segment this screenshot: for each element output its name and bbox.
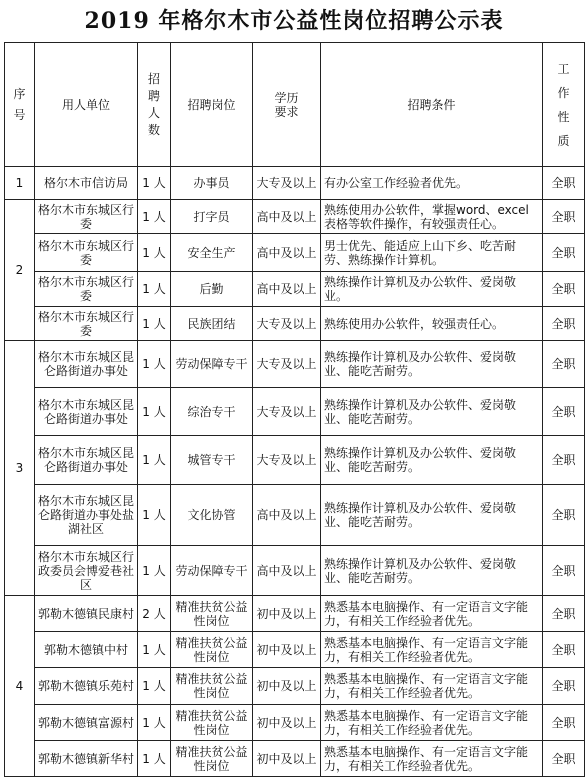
post-cell: 办事员 bbox=[171, 167, 253, 200]
unit-cell: 格尔木市东城区行委 bbox=[35, 272, 138, 307]
table-row bbox=[5, 668, 585, 705]
condition-cell: 熟练使用办公软件，掌握word、excel表格等软件操作，有较强责任心。 bbox=[321, 200, 543, 234]
post-cell: 精准扶贫公益性岗位 bbox=[171, 632, 253, 668]
nature-cell: 全职 bbox=[543, 341, 585, 388]
edu-cell: 大专及以上 bbox=[253, 167, 321, 200]
post-cell: 精准扶贫公益性岗位 bbox=[171, 596, 253, 632]
post-cell: 精准扶贫公益性岗位 bbox=[171, 705, 253, 741]
nature-cell: 全职 bbox=[543, 632, 585, 668]
table-row bbox=[5, 485, 585, 546]
count-cell: 1 人 bbox=[138, 388, 171, 436]
post-cell: 精准扶贫公益性岗位 bbox=[171, 741, 253, 777]
count-cell: 2 人 bbox=[138, 596, 171, 632]
edu-cell: 高中及以上 bbox=[253, 234, 321, 272]
post-cell: 民族团结 bbox=[171, 307, 253, 341]
nature-cell: 全职 bbox=[543, 596, 585, 632]
header-unit: 用人单位 bbox=[35, 43, 138, 167]
unit-cell: 格尔木市东城区行委 bbox=[35, 234, 138, 272]
edu-cell: 初中及以上 bbox=[253, 741, 321, 777]
condition-cell: 熟悉基本电脑操作、有一定语言文字能力，有相关工作经验者优先。 bbox=[321, 741, 543, 777]
edu-cell: 大专及以上 bbox=[253, 388, 321, 436]
unit-cell: 格尔木市信访局 bbox=[35, 167, 138, 200]
nature-cell: 全职 bbox=[543, 668, 585, 705]
condition-cell: 熟练操作计算机及办公软件、爱岗敬业、能吃苦耐劳。 bbox=[321, 485, 543, 546]
table-row bbox=[5, 388, 585, 436]
edu-cell: 大专及以上 bbox=[253, 436, 321, 485]
count-cell: 1 人 bbox=[138, 167, 171, 200]
unit-cell: 格尔木市东城区行政委员会博爱巷社区 bbox=[35, 546, 138, 596]
post-cell: 精准扶贫公益性岗位 bbox=[171, 668, 253, 705]
nature-cell: 全职 bbox=[543, 167, 585, 200]
post-cell: 综治专干 bbox=[171, 388, 253, 436]
table-row bbox=[5, 341, 585, 388]
recruitment-table bbox=[4, 42, 585, 777]
table-row bbox=[5, 234, 585, 272]
condition-cell: 有办公室工作经验者优先。 bbox=[321, 167, 543, 200]
condition-cell: 熟悉基本电脑操作、有一定语言文字能力，有相关工作经验者优先。 bbox=[321, 632, 543, 668]
table-row bbox=[5, 167, 585, 200]
header-post: 招聘岗位 bbox=[171, 43, 253, 167]
unit-cell: 格尔木市东城区昆仑路街道办事处 bbox=[35, 388, 138, 436]
table-row bbox=[5, 596, 585, 632]
edu-cell: 大专及以上 bbox=[253, 307, 321, 341]
post-cell: 后勤 bbox=[171, 272, 253, 307]
condition-cell: 熟练操作计算机及办公软件、爱岗敬业、能吃苦耐劳。 bbox=[321, 341, 543, 388]
edu-cell: 初中及以上 bbox=[253, 596, 321, 632]
post-cell: 打字员 bbox=[171, 200, 253, 234]
count-cell: 1 人 bbox=[138, 200, 171, 234]
unit-cell: 郭勒木德镇乐苑村 bbox=[35, 668, 138, 705]
nature-cell: 全职 bbox=[543, 200, 585, 234]
count-cell: 1 人 bbox=[138, 272, 171, 307]
count-cell: 1 人 bbox=[138, 741, 171, 777]
header-edu: 学历要求 bbox=[253, 43, 321, 167]
edu-cell: 高中及以上 bbox=[253, 272, 321, 307]
table-row bbox=[5, 741, 585, 777]
condition-cell: 熟练操作计算机及办公软件、爱岗敬业。 bbox=[321, 272, 543, 307]
count-cell: 1 人 bbox=[138, 341, 171, 388]
table-row bbox=[5, 436, 585, 485]
nature-cell: 全职 bbox=[543, 272, 585, 307]
group-number: 3 bbox=[5, 341, 35, 596]
count-cell: 1 人 bbox=[138, 668, 171, 705]
header-row bbox=[5, 43, 585, 167]
edu-cell: 高中及以上 bbox=[253, 485, 321, 546]
count-cell: 1 人 bbox=[138, 705, 171, 741]
nature-cell: 全职 bbox=[543, 436, 585, 485]
header-count: 招聘人数 bbox=[138, 43, 171, 167]
condition-cell: 熟悉基本电脑操作、有一定语言文字能力，有相关工作经验者优先。 bbox=[321, 705, 543, 741]
nature-cell: 全职 bbox=[543, 546, 585, 596]
table-row bbox=[5, 546, 585, 596]
count-cell: 1 人 bbox=[138, 632, 171, 668]
unit-cell: 格尔木市东城区行委 bbox=[35, 200, 138, 234]
count-cell: 1 人 bbox=[138, 485, 171, 546]
count-cell: 1 人 bbox=[138, 436, 171, 485]
unit-cell: 郭勒木德镇民康村 bbox=[35, 596, 138, 632]
edu-cell: 初中及以上 bbox=[253, 705, 321, 741]
edu-cell: 高中及以上 bbox=[253, 200, 321, 234]
unit-cell: 格尔木市东城区行委 bbox=[35, 307, 138, 341]
nature-cell: 全职 bbox=[543, 234, 585, 272]
condition-cell: 男士优先、能适应上山下乡、吃苦耐劳、熟练操作计算机。 bbox=[321, 234, 543, 272]
edu-cell: 高中及以上 bbox=[253, 546, 321, 596]
post-cell: 安全生产 bbox=[171, 234, 253, 272]
nature-cell: 全职 bbox=[543, 388, 585, 436]
header-cond: 招聘条件 bbox=[321, 43, 543, 167]
nature-cell: 全职 bbox=[543, 307, 585, 341]
header-seq: 序号 bbox=[5, 43, 35, 167]
unit-cell: 格尔木市东城区昆仑路街道办事处盐湖社区 bbox=[35, 485, 138, 546]
post-cell: 劳动保障专干 bbox=[171, 341, 253, 388]
condition-cell: 熟悉基本电脑操作、有一定语言文字能力，有相关工作经验者优先。 bbox=[321, 596, 543, 632]
group-number: 2 bbox=[5, 200, 35, 341]
header-nature: 工作性质 bbox=[543, 43, 585, 167]
unit-cell: 郭勒木德镇富源村 bbox=[35, 705, 138, 741]
count-cell: 1 人 bbox=[138, 234, 171, 272]
table-row bbox=[5, 632, 585, 668]
condition-cell: 熟练操作计算机及办公软件、爱岗敬业、能吃苦耐劳。 bbox=[321, 388, 543, 436]
condition-cell: 熟练操作计算机及办公软件、爱岗敬业、能吃苦耐劳。 bbox=[321, 546, 543, 596]
page-title: 2019 年格尔木市公益性岗位招聘公示表 bbox=[84, 8, 504, 34]
table-row bbox=[5, 705, 585, 741]
condition-cell: 熟练使用办公软件，较强责任心。 bbox=[321, 307, 543, 341]
unit-cell: 郭勒木德镇新华村 bbox=[35, 741, 138, 777]
unit-cell: 格尔木市东城区昆仑路街道办事处 bbox=[35, 436, 138, 485]
nature-cell: 全职 bbox=[543, 485, 585, 546]
unit-cell: 格尔木市东城区昆仑路街道办事处 bbox=[35, 341, 138, 388]
post-cell: 城管专干 bbox=[171, 436, 253, 485]
nature-cell: 全职 bbox=[543, 741, 585, 777]
group-number: 1 bbox=[5, 167, 35, 200]
group-number: 4 bbox=[5, 596, 35, 777]
edu-cell: 初中及以上 bbox=[253, 632, 321, 668]
nature-cell: 全职 bbox=[543, 705, 585, 741]
post-cell: 文化协管 bbox=[171, 485, 253, 546]
unit-cell: 郭勒木德镇中村 bbox=[35, 632, 138, 668]
post-cell: 劳动保障专干 bbox=[171, 546, 253, 596]
condition-cell: 熟悉基本电脑操作、有一定语言文字能力，有相关工作经验者优先。 bbox=[321, 668, 543, 705]
edu-cell: 大专及以上 bbox=[253, 341, 321, 388]
condition-cell: 熟练操作计算机及办公软件、爱岗敬业、能吃苦耐劳。 bbox=[321, 436, 543, 485]
count-cell: 1 人 bbox=[138, 546, 171, 596]
table-row bbox=[5, 272, 585, 307]
table-row bbox=[5, 307, 585, 341]
edu-cell: 初中及以上 bbox=[253, 668, 321, 705]
table-row bbox=[5, 200, 585, 234]
count-cell: 1 人 bbox=[138, 307, 171, 341]
